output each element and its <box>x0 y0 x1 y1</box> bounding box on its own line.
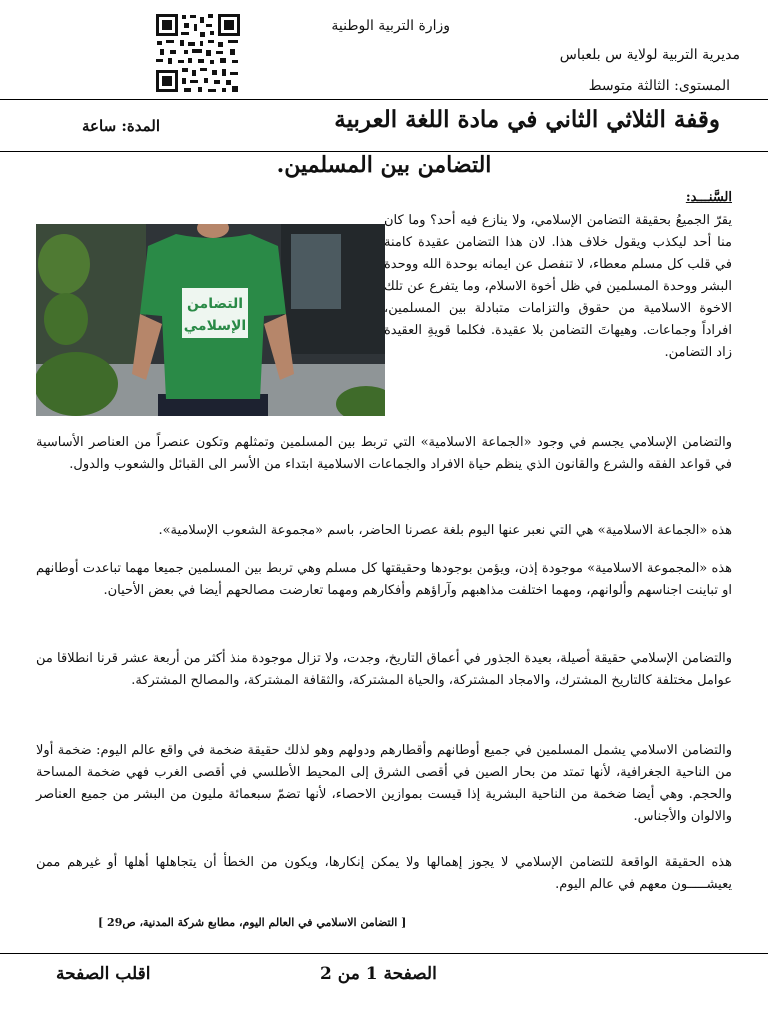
paragraph-7: هذه الحقيقة الواقعة للتضامن الإسلامي لا يجوز إهمالها ولا يمكن إنكارها، ويكون من الخطأ أن يتجاهلها أهلها أو غيرهم ممن يعيشـــــون معهم في عالم اليوم. <box>36 855 732 892</box>
shirt-photo <box>36 224 385 416</box>
qr-code-icon <box>154 12 242 94</box>
text-title: التضامن بين المسلمين. <box>276 152 492 178</box>
exam-duration: المدة: ساعة <box>82 117 161 135</box>
paragraph-3: هذه «الجماعة الاسلامية» هي التي نعبر عنها اليوم بلغة عصرنا الحاضر، باسم «مجموعة الشعوب الإسلامية». <box>158 523 732 538</box>
sanad-label: السَّنـــد: <box>685 190 732 205</box>
paragraph-2: والتضامن الإسلامي يجسم في وجود «الجماعة الاسلامية» التي تربط بين المسلمين وتمثلهم وتكون عنصراً من العناصر الأساسية في قواعد الفقه والشرع والقانون الذي ينظم حياة الافراد والجماعات الاسلامية ابتداء من الأسر الى القبائل والشعوب والدول. <box>36 435 732 472</box>
paragraph-4: هذه «المجموعة الاسلامية» موجودة إذن، ويؤمن بوجودها وحقيقتها كل مسلم وهي تربط بين المسلمين جميعا مهما تباعدت أوطانهم او تباينت اجناسهم وألوانهم، ومهما اختلفت مذاهبهم وآراؤهم وأفكارهم ومهما تعارضت مصالحهم أيضا في بعض الأحيان. <box>36 561 732 598</box>
paragraph-1: يقرّ الجميعُ بحقيقة التضامن الإسلامي، ولا ينازع فيه أحد؟ وما كان منا أحد ليكذب ويقول خلاف هذا. لان هذا التضامن عقيدة كامنة في قلب كل مسلم معطاء، لا تنفصل عن ايمانه بوحدة الله ووحدة البشر ووحدة المسلمين في ظل أخوة الاسلام، وما يتفرع عن تلك الاخوة الاسلامية من حقوق والتزامات متبادلة بين المسلمين، افراداً وجماعات. وهيهاتَ التضامن بلا عقيدة. فكلما قويةِ العقيدة زاد التضامن. <box>384 213 732 360</box>
shirt-text-line1: التضامن <box>186 296 244 312</box>
source-citation: [ التضامن الاسلامي في العالم اليوم، مطابع شركة المدنية، ص29 ] <box>98 916 407 929</box>
exam-title: وقفة الثلاثي الثاني في مادة اللغة العربية <box>334 106 720 133</box>
footer-divider <box>0 953 768 954</box>
paragraph-6: والتضامن الاسلامي يشمل المسلمين في جميع أوطانهم وأقطارهم ودولهم وهو لذلك حقيقة ضخمة في واقع عالم اليوم: ضخمة أولا من الناحية الجغرافية، لأنها تمتد من بحار الصين في أقصى الشرق إلى المحيط الأطلسي في أقصى الغرب فهي ضخمة المساحة والحجم. وهي أيضا ضخمة من الناحية البشرية إذا قيست بموازين الاحصاء، لأنها تضمّ سبعمائة مليون من البشر من جميع العناصر والالوان والأجناس. <box>36 743 732 824</box>
directorate-name: مديرية التربية لولاية س بلعباس <box>559 47 740 63</box>
paragraph-5: والتضامن الإسلامي حقيقة أصيلة، بعيدة الجذور في أعماق التاريخ، وجدت، ولا تزال موجودة منذ أكثر من أربعة عشر قرنا انطلاقا من عوامل مختلفة كالتاريخ المشترك، والامجاد المشتركة، والحياة المشتركة، والثقافة المشتركة، والمصالح المشتركة. <box>36 651 732 688</box>
shirt-photo-illustration <box>36 224 385 416</box>
school-level: المستوى: الثالثة متوسط <box>588 78 730 94</box>
page-number: الصفحة 1 من 2 <box>320 964 437 984</box>
shirt-text-line2: الإسلامي <box>183 318 247 334</box>
ministry-name: وزارة التربية الوطنية <box>331 18 450 34</box>
turn-page-note: اقلب الصفحة <box>56 964 151 984</box>
header-divider <box>0 99 768 100</box>
